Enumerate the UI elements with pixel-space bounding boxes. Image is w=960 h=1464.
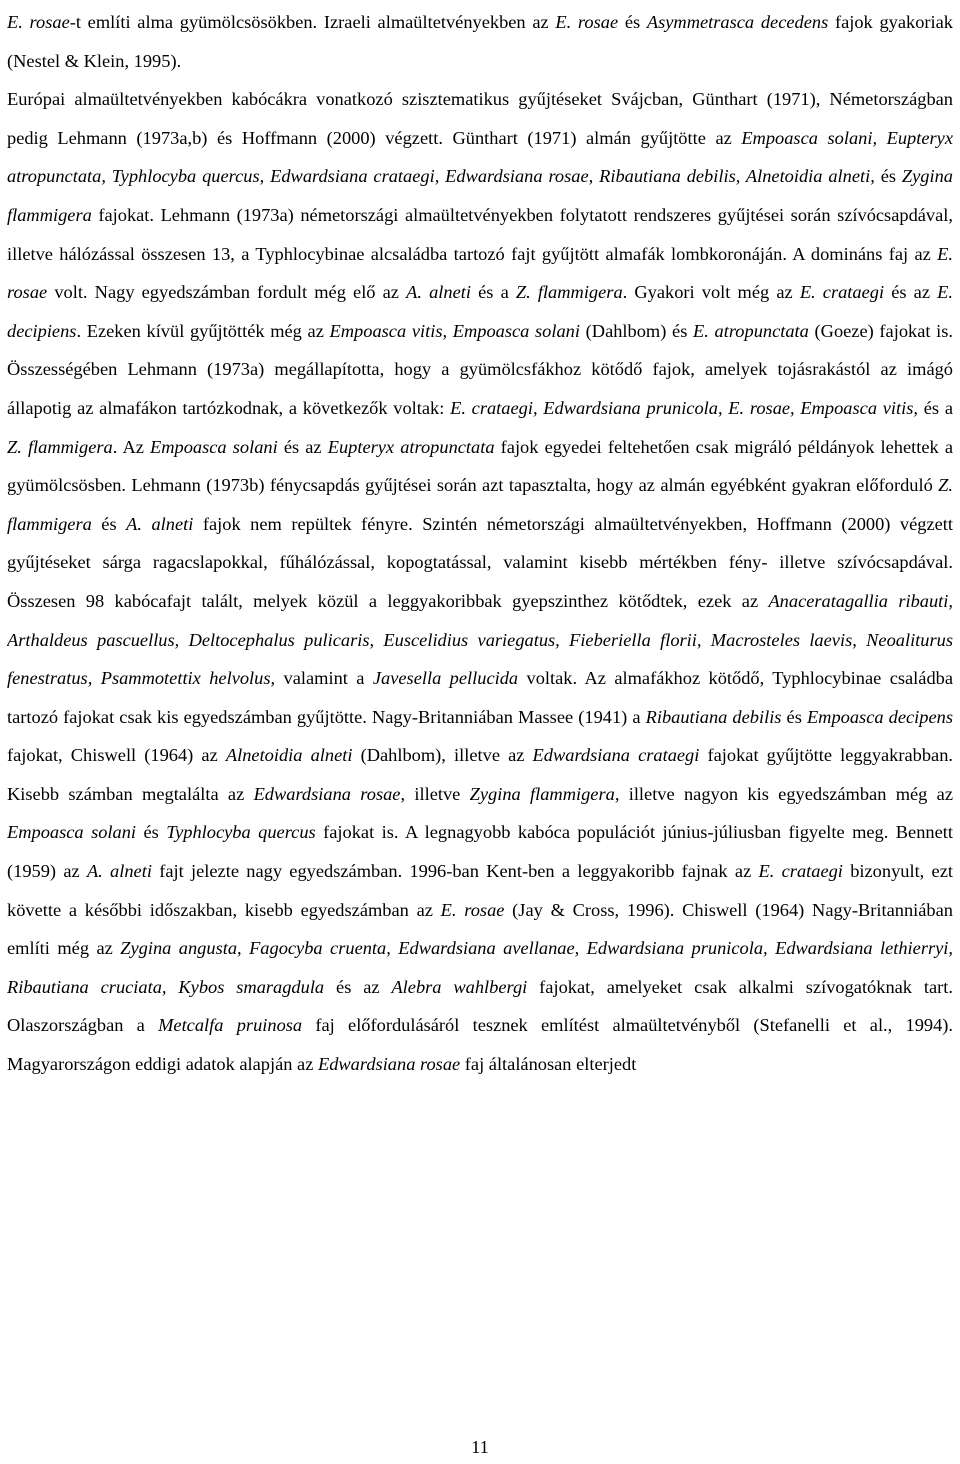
text-segment: fajokat is. A legnagyobb kabóca populációt június-júliusban figyelte meg. Bennett (1959) az bbox=[7, 822, 953, 882]
italic-text: E. crataegi, Edwardsiana prunicola, E. rosae, Empoasca vitis, bbox=[450, 397, 919, 418]
italic-text: Empoasca decipens bbox=[806, 706, 953, 727]
text-segment: és bbox=[781, 706, 807, 727]
text-segment: faj előfordulásáról tesznek említést almaültetvényből (Stefanelli et al., 1994). Magyarországon eddigi adatok alapján az bbox=[7, 1015, 953, 1075]
text-segment: fajokat, amelyeket csak alkalmi szívogatóknak tart. Olaszországban a bbox=[7, 976, 953, 1036]
text-segment: fajt jelezte nagy egyedszámban. 1996-ban Kent-ben a leggyakoribb fajnak az bbox=[151, 861, 759, 882]
italic-text: Edwardsiana rosae bbox=[317, 1054, 461, 1075]
italic-text: Typhlocyba quercus bbox=[166, 822, 316, 843]
text-segment: (Dahlbom) és bbox=[580, 320, 694, 341]
paragraph bbox=[7, 3, 953, 80]
italic-text: E. rosae bbox=[7, 12, 70, 32]
text-segment: -t említi alma gyümölcsösökben. Izraeli almaültetvényekben az bbox=[69, 12, 556, 32]
text-segment: és bbox=[874, 166, 902, 187]
text-segment: és az bbox=[324, 976, 392, 997]
document-page bbox=[7, 0, 953, 1464]
text-segment: és az bbox=[884, 282, 938, 303]
text-segment: Európai almaültetvényekben kabócákra vonatkozó szisztematikus gyűjtéseket Svájcban, Günthart (1971), Németországban pedig Lehmann (1973a,b) és Hoffmann (2000) végzett. Günthart (1971) almán gyűjtötte az bbox=[7, 89, 953, 148]
italic-text: Metcalfa pruinosa bbox=[158, 1015, 303, 1036]
italic-text: Z. flammigera bbox=[7, 436, 113, 457]
text-segment: fajokat gyűjtötte leggyakrabban. Kisebb számban megtalálta az bbox=[7, 745, 953, 804]
text-segment: és bbox=[91, 513, 127, 534]
italic-text: Asymmetrasca decedens bbox=[646, 12, 829, 32]
page-number: 11 bbox=[471, 1437, 489, 1457]
text-segment: , illetve bbox=[400, 783, 470, 804]
italic-text: Empoasca solani, Eupteryx atropunctata, Typhlocyba quercus, Edwardsiana crataegi, Edwardsiana rosae, Ribautiana debilis, Alnetoidia alneti, bbox=[7, 127, 953, 187]
text-segment: voltak. Az almafákhoz kötődő, Typhlocybinae családba tartozó fajokat csak kis egyedszámban gyűjtötte. Nagy-Britanniában Massee (1941) a bbox=[7, 668, 953, 727]
text-segment: (Dahlbom), illetve az bbox=[352, 745, 533, 766]
italic-text: Edwardsiana rosae bbox=[253, 783, 401, 804]
italic-text: E. crataegi bbox=[758, 861, 843, 882]
text-segment: és a bbox=[918, 397, 953, 418]
italic-text: Eupteryx atropunctata bbox=[327, 436, 495, 457]
text-segment: . Ezeken kívül gyűjtötték még az bbox=[76, 320, 330, 341]
italic-text: Z. flammigera bbox=[515, 282, 623, 303]
italic-text: Empoasca solani bbox=[150, 436, 278, 457]
text-segment: és a bbox=[470, 282, 516, 303]
text-segment: fajok nem repültek fényre. Szintén németországi almaültetvényekben, Hoffmann (2000) végzett gyűjtéseket sárga ragacslapokkal, fűhálózással, kopogtatással, valamint kisebb mértékben fény- illetve szívócsapdával. Összesen 98 kabócafajt talált, melyek közül a leggyakoribbak gyepszinthez kötődtek, ezek az bbox=[7, 513, 953, 611]
italic-text: E. crataegi bbox=[799, 282, 885, 303]
text-segment: fajok gyakoriak (Nestel & Klein, 1995). bbox=[7, 12, 953, 71]
text-segment: bizonyult, ezt követte a későbbi időszakban, kisebb egyedszámban az bbox=[7, 861, 953, 920]
italic-text: Empoasca vitis, Empoasca solani bbox=[329, 320, 580, 341]
italic-text: Alebra wahlbergi bbox=[391, 976, 528, 997]
text-segment: (Goeze) fajokat is. Összességében Lehmann (1973a) megállapította, hogy a gyümölcsfákhoz kötődő fajok, amelyek tojásrakástól az imágó állapotig az almafákon tartózkodnak, a következők voltak: bbox=[7, 320, 953, 418]
text-segment: és bbox=[618, 12, 647, 32]
text-segment: , illetve nagyon kis egyedszámban még az bbox=[614, 783, 953, 804]
body-text bbox=[7, 3, 953, 1084]
italic-text: E. decipiens bbox=[7, 282, 953, 341]
text-segment: (Jay & Cross, 1996). Chiswell (1964) Nagy-Britanniában említi még az bbox=[7, 899, 953, 959]
italic-text: A. alneti bbox=[406, 282, 471, 303]
paragraph bbox=[7, 80, 953, 1083]
italic-text: E. rosae bbox=[555, 12, 619, 32]
italic-text: Edwardsiana crataegi bbox=[532, 745, 700, 766]
text-segment: volt. Nagy egyedszámban fordult még elő az bbox=[47, 282, 407, 303]
italic-text: E. rosae bbox=[440, 899, 505, 920]
text-segment: fajokat, Chiswell (1964) az bbox=[7, 745, 226, 766]
text-segment: valamint a bbox=[275, 668, 373, 689]
italic-text: A. alneti bbox=[126, 513, 194, 534]
italic-text: Ribautiana debilis bbox=[645, 706, 782, 727]
italic-text: Empoasca solani bbox=[7, 822, 137, 843]
italic-text: Zygina flammigera bbox=[7, 166, 953, 225]
italic-text: Anaceratagallia ribauti, Arthaldeus pascuellus, Deltocephalus pulicaris, Euscelidius variegatus, Fieberiella florii, Macrosteles laevis, Neoaliturus fenestratus, Psammotettix helvolus, bbox=[7, 590, 953, 689]
text-segment: faj általánosan elterjedt bbox=[460, 1054, 637, 1075]
text-segment: . Gyakori volt még az bbox=[622, 282, 800, 303]
text-segment: és bbox=[136, 822, 167, 843]
italic-text: Zygina angusta, Fagocyba cruenta, Edwardsiana avellanae, Edwardsiana prunicola, Edwardsiana lethierryi, Ribautiana cruciata, Kybos smaragdula bbox=[7, 938, 953, 997]
text-segment: és az bbox=[277, 436, 328, 457]
text-segment: . Az bbox=[112, 436, 151, 457]
italic-text: Alnetoidia alneti bbox=[225, 745, 353, 766]
italic-text: Zygina flammigera bbox=[469, 783, 615, 804]
italic-text: A. alneti bbox=[86, 861, 152, 882]
italic-text: E. rosae bbox=[7, 243, 953, 303]
italic-text: Z. flammigera bbox=[7, 475, 953, 534]
text-segment: fajok egyedei feltehetően csak migráló példányok lehettek a gyümölcsösben. Lehmann (1973b) fénycsapdás gyűjtései során azt tapasztalta, hogy az almán egyébként gyakran előforduló bbox=[7, 436, 953, 496]
text-segment: fajokat. Lehmann (1973a) németországi almaültetvényekben folytatott rendszeres gyűjtései során szívócsapdával, illetve hálózással összesen 13, a Typhlocybinae alcsaládba tartozó fajt gyűjtött almafák lombkoronáján. A domináns faj az bbox=[7, 204, 953, 264]
italic-text: E. atropunctata bbox=[693, 320, 809, 341]
italic-text: Javesella pellucida bbox=[372, 668, 519, 689]
